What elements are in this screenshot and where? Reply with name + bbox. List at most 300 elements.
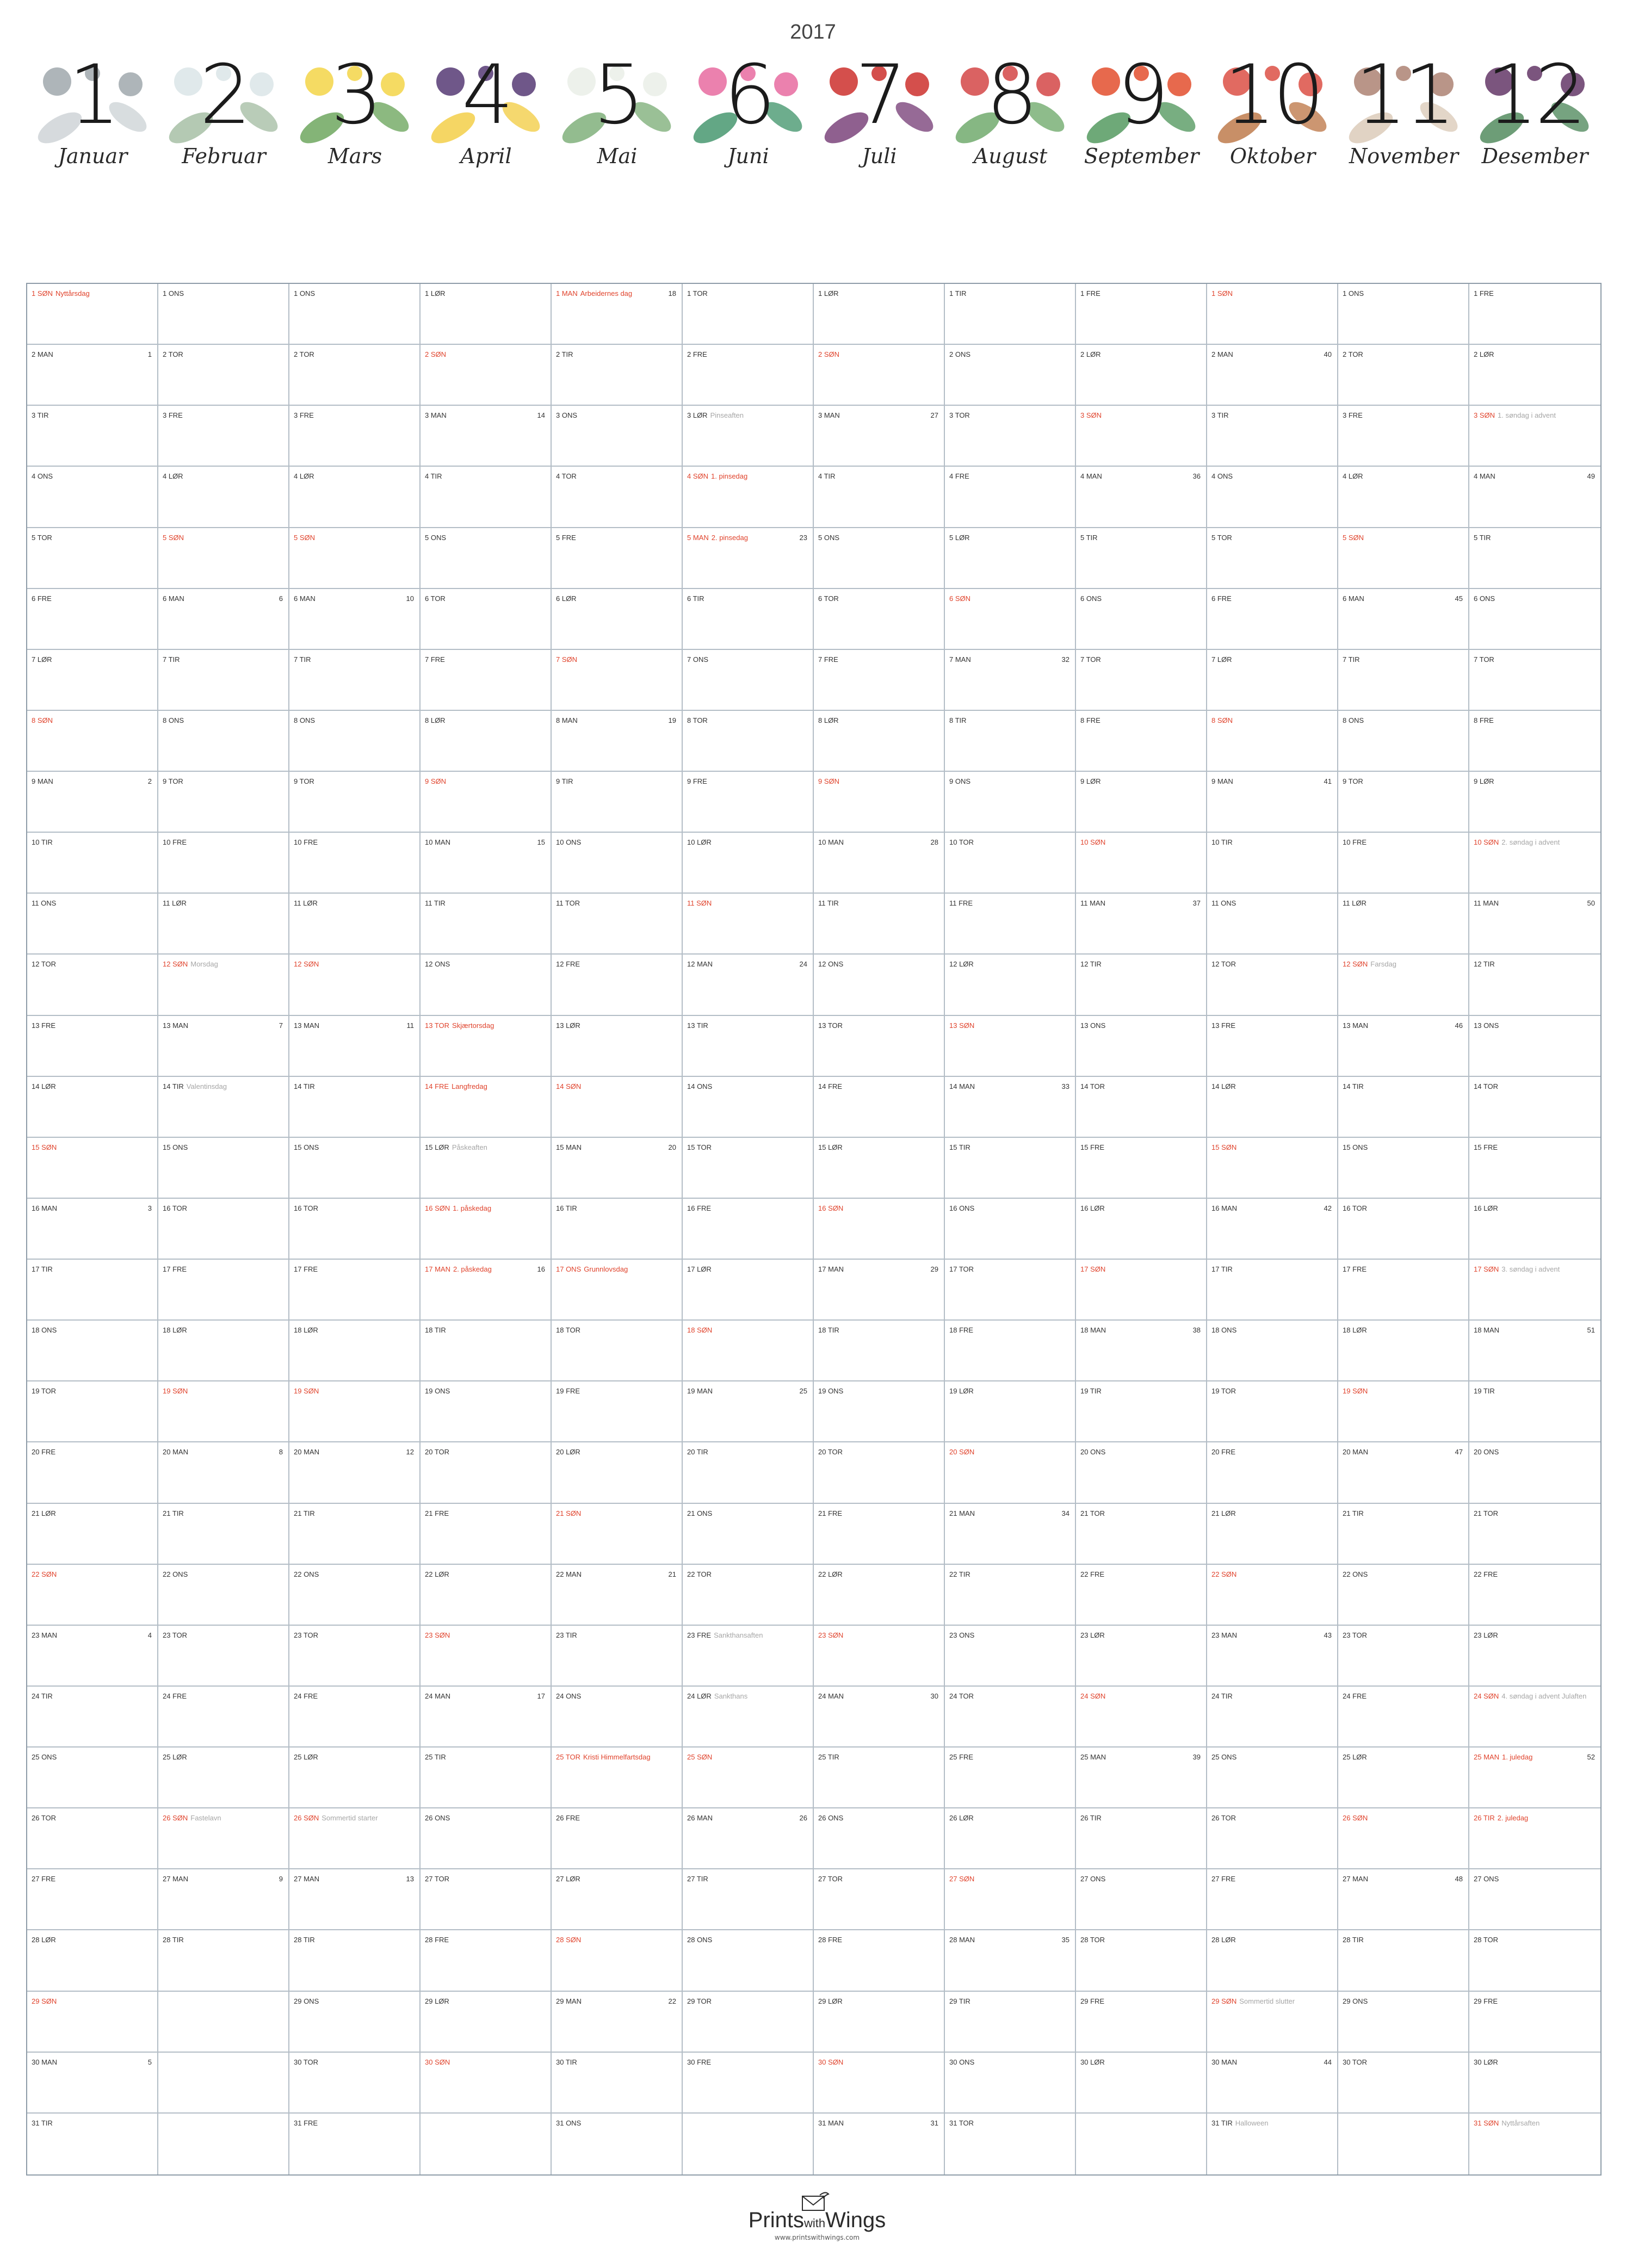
month-header-9 xyxy=(1076,48,1207,193)
day-cell xyxy=(289,833,421,894)
week-number: 21 xyxy=(668,1570,676,1578)
day-label: 3 LØR xyxy=(687,411,708,420)
day-label: 17 FRE xyxy=(1343,1265,1367,1274)
footer xyxy=(0,2197,1626,2252)
week-number: 33 xyxy=(1061,1082,1069,1090)
day-cell xyxy=(1338,2114,1469,2174)
day-label: 6 ONS xyxy=(1474,594,1495,603)
day-label: 27 ONS xyxy=(1080,1875,1106,1883)
day-cell xyxy=(814,284,945,345)
day-label: 3 TIR xyxy=(1211,411,1229,420)
day-label: 23 SØN xyxy=(425,1631,450,1639)
holiday-note: Arbeidernes dag xyxy=(580,289,633,298)
day-cell xyxy=(552,1260,683,1321)
day-cell xyxy=(158,284,289,345)
day-cell xyxy=(1338,1442,1469,1503)
day-cell xyxy=(1469,1077,1600,1138)
day-label: 23 MAN xyxy=(32,1631,57,1639)
day-label: 18 LØR xyxy=(1343,1326,1367,1335)
week-number: 9 xyxy=(279,1875,283,1883)
day-label: 1 FRE xyxy=(1080,289,1101,298)
day-cell xyxy=(158,1321,289,1381)
day-label: 8 LØR xyxy=(425,716,446,724)
day-label: 11 LØR xyxy=(163,899,187,908)
day-cell xyxy=(289,1565,421,1626)
day-cell xyxy=(683,345,814,406)
day-cell xyxy=(683,1016,814,1077)
day-cell xyxy=(552,1869,683,1930)
day-label: 25 MAN xyxy=(1474,1753,1499,1762)
day-label: 14 FRE xyxy=(425,1082,449,1090)
day-label: 9 LØR xyxy=(1474,777,1494,786)
day-cell xyxy=(158,1016,289,1077)
day-label: 24 MAN xyxy=(425,1691,450,1700)
day-label: 21 LØR xyxy=(1211,1509,1236,1517)
month-header-12 xyxy=(1469,48,1600,193)
day-cell xyxy=(683,1138,814,1199)
holiday-note: Valentinsdag xyxy=(186,1082,227,1090)
day-cell xyxy=(27,1992,158,2053)
day-label: 15 ONS xyxy=(294,1143,319,1151)
month-name: August xyxy=(973,144,1048,168)
day-label: 7 FRE xyxy=(818,655,838,664)
day-cell xyxy=(1076,1260,1207,1321)
day-cell xyxy=(27,1016,158,1077)
day-cell xyxy=(158,1442,289,1503)
day-cell xyxy=(1076,284,1207,345)
day-label: 8 SØN xyxy=(32,716,53,724)
day-label: 26 SØN xyxy=(163,1814,188,1823)
day-label: 8 MAN xyxy=(556,716,578,724)
day-cell xyxy=(1338,2053,1469,2114)
day-label: 1 ONS xyxy=(1343,289,1364,298)
day-cell xyxy=(289,1260,421,1321)
day-label: 1 SØN xyxy=(32,289,53,298)
month-header-5 xyxy=(552,48,683,193)
day-label: 3 MAN xyxy=(425,411,447,420)
month-name: Februar xyxy=(182,144,266,168)
day-label: 19 LØR xyxy=(949,1387,974,1396)
day-cell xyxy=(158,345,289,406)
day-cell xyxy=(1076,772,1207,833)
day-label: 25 FRE xyxy=(949,1753,974,1762)
day-label: 20 MAN xyxy=(1343,1448,1368,1457)
day-cell xyxy=(1338,1504,1469,1565)
day-cell xyxy=(1076,528,1207,589)
day-cell xyxy=(1469,1260,1600,1321)
day-label: 5 FRE xyxy=(556,533,576,542)
month-name: Mai xyxy=(597,144,638,168)
day-label: 6 TOR xyxy=(818,594,839,603)
day-label: 16 TIR xyxy=(556,1204,577,1212)
day-cell xyxy=(1207,1381,1338,1442)
day-label: 30 SØN xyxy=(818,2058,844,2066)
day-label: 30 TIR xyxy=(556,2058,577,2066)
day-label: 23 TIR xyxy=(556,1631,577,1639)
day-cell xyxy=(27,528,158,589)
day-label: 30 TOR xyxy=(1343,2058,1368,2066)
day-label: 16 LØR xyxy=(1080,1204,1105,1212)
week-number: 37 xyxy=(1192,899,1201,908)
week-number: 28 xyxy=(930,838,938,847)
day-label: 20 MAN xyxy=(163,1448,188,1457)
day-cell xyxy=(1338,1930,1469,1991)
day-cell xyxy=(552,1808,683,1869)
day-label: 1 LØR xyxy=(818,289,839,298)
day-cell xyxy=(945,528,1076,589)
day-label: 5 ONS xyxy=(818,533,840,542)
day-label: 28 SØN xyxy=(556,1936,582,1944)
holiday-note: Nyttårsdag xyxy=(55,289,90,298)
week-number: 31 xyxy=(930,2118,938,2127)
day-cell xyxy=(421,467,552,528)
day-cell xyxy=(1338,589,1469,650)
day-label: 5 TOR xyxy=(32,533,52,542)
day-label: 4 ONS xyxy=(1211,472,1233,481)
day-cell xyxy=(1469,772,1600,833)
day-cell xyxy=(945,1442,1076,1503)
day-cell xyxy=(683,1565,814,1626)
day-label: 15 FRE xyxy=(1474,1143,1498,1151)
day-label: 2 FRE xyxy=(687,350,707,359)
week-number: 13 xyxy=(406,1875,414,1883)
day-cell xyxy=(27,711,158,772)
day-label: 20 MAN xyxy=(294,1448,319,1457)
day-label: 19 TIR xyxy=(1080,1387,1102,1396)
day-cell xyxy=(289,1687,421,1748)
day-label: 18 FRE xyxy=(949,1326,974,1335)
day-cell xyxy=(1076,1808,1207,1869)
day-label: 18 TOR xyxy=(556,1326,581,1335)
day-label: 17 FRE xyxy=(163,1265,187,1274)
week-number: 12 xyxy=(406,1448,414,1457)
day-cell xyxy=(945,1626,1076,1687)
month-number: 9 xyxy=(1117,48,1166,142)
day-label: 28 FRE xyxy=(425,1936,449,1944)
day-cell xyxy=(814,1077,945,1138)
day-label: 12 TIR xyxy=(1474,960,1495,969)
day-cell xyxy=(1076,894,1207,955)
day-label: 21 TOR xyxy=(1474,1509,1499,1517)
week-number: 10 xyxy=(406,594,414,603)
day-cell xyxy=(158,1869,289,1930)
day-label: 24 FRE xyxy=(1343,1691,1367,1700)
day-cell xyxy=(814,1565,945,1626)
day-label: 7 TOR xyxy=(1474,655,1494,664)
month-name: Oktober xyxy=(1229,144,1316,168)
day-cell xyxy=(27,1808,158,1869)
day-label: 6 LØR xyxy=(556,594,577,603)
day-label: 26 TIR xyxy=(1080,1814,1102,1823)
holiday-note: 2. pinsedag xyxy=(711,533,748,542)
day-cell xyxy=(683,955,814,1015)
day-cell xyxy=(1338,345,1469,406)
day-label: 17 SØN xyxy=(1474,1265,1499,1274)
day-label: 22 ONS xyxy=(163,1570,188,1578)
day-cell xyxy=(552,345,683,406)
day-label: 11 TOR xyxy=(556,899,580,908)
day-label: 26 TIR xyxy=(1474,1814,1495,1823)
day-cell xyxy=(814,345,945,406)
day-label: 6 FRE xyxy=(32,594,52,603)
day-label: 20 FRE xyxy=(1211,1448,1236,1457)
day-cell xyxy=(945,2114,1076,2174)
day-label: 5 TIR xyxy=(1474,533,1491,542)
day-cell xyxy=(945,1992,1076,2053)
day-cell xyxy=(1076,1077,1207,1138)
day-cell xyxy=(289,650,421,711)
day-cell xyxy=(1076,833,1207,894)
day-label: 21 TIR xyxy=(1343,1509,1364,1517)
day-cell xyxy=(289,1992,421,2053)
day-cell xyxy=(1207,1504,1338,1565)
day-cell xyxy=(1469,1992,1600,2053)
day-cell xyxy=(683,650,814,711)
day-cell xyxy=(1338,284,1469,345)
day-label: 5 SØN xyxy=(1343,533,1364,542)
day-label: 31 FRE xyxy=(294,2118,318,2127)
day-label: 21 FRE xyxy=(818,1509,843,1517)
day-cell xyxy=(1469,528,1600,589)
day-cell xyxy=(1469,955,1600,1015)
day-label: 20 FRE xyxy=(32,1448,56,1457)
day-label: 23 TOR xyxy=(1343,1631,1368,1639)
day-cell xyxy=(27,1626,158,1687)
day-label: 17 TIR xyxy=(1211,1265,1233,1274)
day-label: 30 LØR xyxy=(1080,2058,1105,2066)
month-name: April xyxy=(460,144,512,168)
day-label: 30 LØR xyxy=(1474,2058,1498,2066)
day-cell xyxy=(945,1687,1076,1748)
day-label: 12 SØN xyxy=(1343,960,1368,969)
day-label: 5 TOR xyxy=(1211,533,1232,542)
day-label: 9 SØN xyxy=(818,777,840,786)
day-label: 9 TOR xyxy=(294,777,314,786)
day-cell xyxy=(1076,650,1207,711)
week-number: 35 xyxy=(1061,1936,1069,1944)
day-label: 18 ONS xyxy=(32,1326,57,1335)
day-label: 26 LØR xyxy=(949,1814,974,1823)
day-cell xyxy=(1076,1687,1207,1748)
day-label: 8 FRE xyxy=(1080,716,1101,724)
day-cell xyxy=(945,1321,1076,1381)
day-label: 24 TOR xyxy=(949,1691,974,1700)
day-label: 22 FRE xyxy=(1474,1570,1498,1578)
day-cell xyxy=(289,467,421,528)
day-cell xyxy=(814,1260,945,1321)
day-label: 24 TIR xyxy=(1211,1691,1233,1700)
day-cell xyxy=(1207,1016,1338,1077)
day-cell xyxy=(1207,650,1338,711)
day-label: 10 TIR xyxy=(1211,838,1233,847)
day-cell xyxy=(814,528,945,589)
day-label: 4 MAN xyxy=(1474,472,1495,481)
day-label: 22 SØN xyxy=(32,1570,57,1578)
day-cell xyxy=(814,1199,945,1260)
day-cell xyxy=(27,467,158,528)
month-number: 10 xyxy=(1224,48,1321,142)
month-number: 3 xyxy=(330,48,380,142)
day-cell xyxy=(1469,1321,1600,1381)
day-cell xyxy=(289,1504,421,1565)
day-cell xyxy=(1338,1016,1469,1077)
day-label: 15 LØR xyxy=(818,1143,843,1151)
day-cell xyxy=(1338,1748,1469,1808)
week-number: 48 xyxy=(1455,1875,1463,1883)
day-cell xyxy=(552,1565,683,1626)
day-cell xyxy=(683,1381,814,1442)
day-label: 26 SØN xyxy=(1343,1814,1368,1823)
day-cell xyxy=(1076,1626,1207,1687)
day-label: 1 FRE xyxy=(1474,289,1494,298)
day-label: 6 MAN xyxy=(294,594,316,603)
day-label: 8 ONS xyxy=(1343,716,1364,724)
day-label: 28 LØR xyxy=(1211,1936,1236,1944)
day-label: 7 TIR xyxy=(1343,655,1360,664)
day-cell xyxy=(1076,1504,1207,1565)
day-cell xyxy=(289,1199,421,1260)
day-cell xyxy=(27,1199,158,1260)
day-label: 16 TOR xyxy=(1343,1204,1368,1212)
day-cell xyxy=(552,2053,683,2114)
day-cell xyxy=(945,406,1076,467)
day-label: 9 TOR xyxy=(1343,777,1363,786)
day-cell xyxy=(421,1748,552,1808)
month-name: Juni xyxy=(727,144,769,168)
day-label: 6 MAN xyxy=(1343,594,1364,603)
day-label: 3 FRE xyxy=(163,411,183,420)
day-label: 18 MAN xyxy=(1474,1326,1499,1335)
day-cell xyxy=(421,955,552,1015)
day-label: 29 MAN xyxy=(556,1997,582,2005)
day-cell xyxy=(814,467,945,528)
day-cell xyxy=(27,1138,158,1199)
day-label: 12 SØN xyxy=(294,960,319,969)
day-cell xyxy=(27,1442,158,1503)
day-cell xyxy=(158,1992,289,2053)
day-cell xyxy=(1207,1869,1338,1930)
day-cell xyxy=(1469,1442,1600,1503)
day-label: 29 TIR xyxy=(949,1997,970,2005)
day-label: 3 TOR xyxy=(949,411,970,420)
day-label: 22 ONS xyxy=(294,1570,319,1578)
day-cell xyxy=(945,894,1076,955)
day-cell xyxy=(421,406,552,467)
day-cell xyxy=(683,1930,814,1991)
week-number: 32 xyxy=(1061,655,1069,664)
day-cell xyxy=(158,650,289,711)
week-number: 39 xyxy=(1192,1753,1201,1762)
day-label: 21 ONS xyxy=(687,1509,713,1517)
day-label: 2 TOR xyxy=(1343,350,1363,359)
day-label: 25 MAN xyxy=(1080,1753,1106,1762)
day-label: 30 MAN xyxy=(32,2058,57,2066)
day-cell xyxy=(683,467,814,528)
day-cell xyxy=(1338,711,1469,772)
day-label: 9 MAN xyxy=(32,777,53,786)
day-label: 6 ONS xyxy=(1080,594,1102,603)
day-cell xyxy=(814,1016,945,1077)
day-cell xyxy=(814,894,945,955)
day-cell xyxy=(814,2053,945,2114)
day-label: 10 LØR xyxy=(687,838,712,847)
day-label: 28 TIR xyxy=(163,1936,184,1944)
day-label: 16 FRE xyxy=(687,1204,712,1212)
day-label: 2 ONS xyxy=(949,350,971,359)
day-cell xyxy=(1469,1808,1600,1869)
month-number: 12 xyxy=(1486,48,1584,142)
day-label: 3 FRE xyxy=(1343,411,1363,420)
day-label: 27 LØR xyxy=(556,1875,580,1883)
day-cell xyxy=(1469,1869,1600,1930)
holiday-note: 2. juledag xyxy=(1497,1814,1529,1823)
week-number: 4 xyxy=(147,1631,152,1639)
day-label: 1 LØR xyxy=(425,289,446,298)
day-label: 3 FRE xyxy=(294,411,314,420)
day-cell xyxy=(1207,345,1338,406)
day-label: 12 SØN xyxy=(163,960,188,969)
day-cell xyxy=(683,1260,814,1321)
day-label: 14 TIR xyxy=(294,1082,315,1090)
day-label: 11 FRE xyxy=(949,899,973,908)
day-label: 1 SØN xyxy=(1211,289,1233,298)
day-cell xyxy=(814,1930,945,1991)
day-label: 27 TOR xyxy=(818,1875,843,1883)
day-label: 31 TIR xyxy=(1211,2118,1233,2127)
day-cell xyxy=(158,1199,289,1260)
day-label: 8 ONS xyxy=(163,716,184,724)
day-cell xyxy=(552,1504,683,1565)
holiday-note: Sankthans xyxy=(714,1691,748,1700)
day-label: 10 TOR xyxy=(949,838,974,847)
day-label: 16 TOR xyxy=(294,1204,319,1212)
day-cell xyxy=(289,1321,421,1381)
day-label: 4 SØN xyxy=(687,472,709,481)
day-label: 19 TOR xyxy=(32,1387,57,1396)
day-label: 1 ONS xyxy=(294,289,316,298)
day-label: 29 LØR xyxy=(818,1997,843,2005)
day-label: 10 SØN xyxy=(1080,838,1106,847)
day-cell xyxy=(421,589,552,650)
day-cell xyxy=(421,894,552,955)
day-cell xyxy=(552,1381,683,1442)
holiday-note: 1. påskedag xyxy=(453,1204,492,1212)
day-cell xyxy=(814,1626,945,1687)
day-cell xyxy=(1076,345,1207,406)
week-number: 11 xyxy=(406,1021,414,1030)
day-cell xyxy=(683,1442,814,1503)
day-label: 4 ONS xyxy=(32,472,53,481)
day-cell xyxy=(1207,1626,1338,1687)
day-cell xyxy=(814,1138,945,1199)
day-cell xyxy=(552,467,683,528)
day-label: 28 FRE xyxy=(818,1936,843,1944)
day-label: 6 FRE xyxy=(1211,594,1232,603)
day-cell xyxy=(1076,589,1207,650)
day-label: 11 TIR xyxy=(818,899,839,908)
day-cell xyxy=(1207,1687,1338,1748)
month-header-1 xyxy=(27,48,158,193)
day-label: 21 FRE xyxy=(425,1509,449,1517)
day-label: 5 SØN xyxy=(163,533,184,542)
day-label: 11 LØR xyxy=(1343,899,1367,908)
day-label: 22 LØR xyxy=(818,1570,843,1578)
day-label: 25 ONS xyxy=(1211,1753,1237,1762)
day-label: 16 LØR xyxy=(1474,1204,1498,1212)
week-number: 27 xyxy=(930,411,938,420)
day-cell xyxy=(1469,1687,1600,1748)
day-label: 4 LØR xyxy=(294,472,314,481)
